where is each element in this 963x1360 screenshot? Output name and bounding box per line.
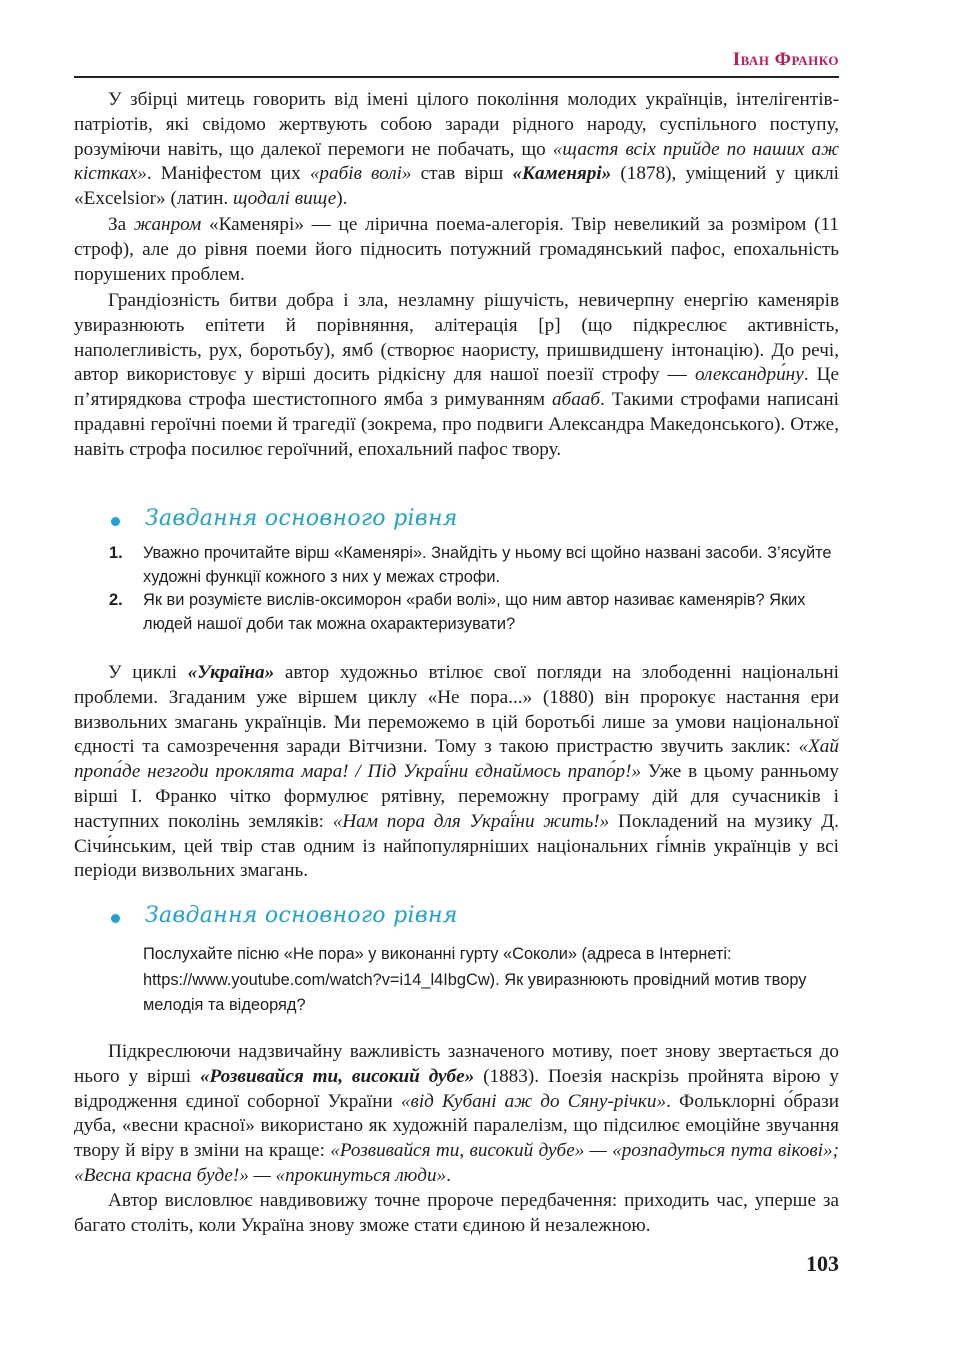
task-list-1	[104, 542, 834, 636]
task-title: Завдання основного рівня	[145, 506, 458, 531]
text: У збірці митець говорить від імені цілого покоління молодих українців, інтелігентів-патріотів, які свідомо жертвують собою заради рідного народу, суспільного поступу, розуміючи навіть, що далекої перемоги не побачать, що	[74, 89, 839, 160]
term: абааб	[551, 389, 601, 411]
term: жанром	[133, 214, 202, 235]
task-item	[104, 589, 834, 636]
task-text: Уважно прочитайте вірш «Каменярі». Знайдіть у ньому всі щойно названі засоби. З’ясуйте художні функції кожного з них у межах строфи.	[143, 544, 832, 586]
poem-title: «Каменярі»	[512, 163, 612, 185]
text: .	[446, 1164, 451, 1186]
quote: «Хай пропа́де незгоди проклята мара! / Під Украї́ни єднаймось прапо́р!»	[74, 736, 839, 783]
text: (1878), уміщений у циклі «Excelsior» (латин.	[74, 163, 839, 210]
paragraph-prophecy	[74, 1189, 839, 1239]
text: Уже в цьому ранньому вірші І. Франко чітко формулює рятівну, переможну програму дій для сучасників і наступних поколінь земляків:	[74, 761, 839, 832]
task-number: 2.	[109, 591, 123, 609]
task-text: Як ви розумієте вислів-оксиморон «раби волі», що ним автор називає каменярів? Яких людей нашої доби так можна охарактеризувати?	[143, 591, 806, 633]
text: Покладений на музику Д. Січи́нським, цей твір став одним із найпопулярніших національних гі́мнів українців у всі періоди визвольних змагань.	[74, 810, 839, 882]
quote: «Нам пора для Украї́ни жить!»	[332, 810, 610, 832]
page-header	[0, 0, 963, 80]
term: олександри́ну	[694, 364, 804, 386]
task-item	[104, 542, 834, 589]
quote: «від Кубані аж до Сяну-річки»	[400, 1090, 667, 1112]
quote: «щастя всіх прийде по наших аж кістках»	[74, 138, 839, 185]
text: За	[108, 214, 134, 235]
text: Грандіозність битви добра і зла, незламну рішучість, невичерпну енергію каменярів увиразнюють епітети й порівняння, алітерація [р] (що підкреслює активність, наполегливість, рух, боротьбу), ямб (створює наористу, пришвидшену інтонацію). До речі, автор використовує у вірші досить рідкісну для нашої поезії строфу —	[74, 290, 839, 386]
task-title: Завдання основного рівня	[145, 903, 458, 928]
paragraph-devices	[74, 289, 839, 463]
text: . Це п’ятирядкова строфа шестистопного ямба з римуванням	[74, 364, 839, 411]
text: став вірш	[411, 163, 513, 185]
text: «Каменярі» — це лірична поема-алегорія. Твір невеликий за розміром (11 строф), але до рівня поеми його підносить потужний громадянський пафос, епохальність порушених проблем.	[74, 214, 839, 285]
text: . Маніфестом цих	[146, 163, 310, 185]
paragraph-genre	[74, 213, 839, 287]
quote: щодалі вище	[232, 188, 337, 210]
text: У циклі	[108, 662, 188, 683]
text: автор художньо втілює свої погляди на злободенні національні проблеми. Згаданим уже віршем циклу «Не пора...» (1880) він пророкує настання ери визвольних змагань українців. Ми переможемо в цій боротьбі лише за умови національної єдності та самозречення заради Вітчизни. Тому з такою пристрастю звучить заклик:	[74, 662, 839, 758]
paragraph-ukraine-cycle	[74, 661, 839, 884]
quote: «рабів волі»	[309, 163, 412, 185]
text: . Такими строфами написані прадавні героїчні поеми й трагедії (зокрема, про подвиги Александра Македонського). Отже, навіть строфа посилює героїчний, епохальний пафос твору.	[74, 389, 839, 460]
paragraph-intro	[74, 88, 839, 212]
running-head-author: Іван Франко	[732, 49, 839, 70]
text: Автор висловлює навдивовижу точне пророче передбачення: приходить час, уперше за багато століть, коли Україна знову зможе стати єдиною й незалежною.	[74, 1190, 839, 1236]
text: ).	[336, 188, 348, 210]
paragraph-oak	[74, 1040, 839, 1189]
text: Підкреслюючи надзвичайну важливість зазначеного мотиву, поет знову звертається до нього у вірші	[74, 1041, 839, 1087]
bullet-icon	[111, 517, 120, 526]
text: . Фольклорні о́брази дуба, «весни красної» використано як художній паралелізм, що підсилює емоційне звучання твору й віру в зміни на краще:	[74, 1090, 839, 1162]
task-text-2: Послухайте пісню «Не пора» у виконанні гурту «Соколи» (адреса в Інтернеті: https://www.youtube.com/watch?v=i14_l4IbgCw). Як увиразнюють провідний мотив твору мелодія та відеоряд?	[143, 945, 807, 1014]
header-rule	[74, 76, 839, 78]
bullet-icon	[111, 914, 120, 923]
task-number: 1.	[109, 544, 123, 562]
cycle-title: «Україна»	[187, 662, 275, 683]
text: (1883). Поезія наскрізь пройнята вірою у відродження єдиної соборної України	[74, 1065, 839, 1112]
page-number: 103	[806, 1251, 839, 1276]
quote: «Розвивайся ти, високий дубе» — «розпадуться пута вікові»; «Весна красна буде!» — «прокинуться люди»	[74, 1140, 840, 1186]
poem-title: «Розвивайся ти, високий дубе»	[199, 1065, 475, 1087]
